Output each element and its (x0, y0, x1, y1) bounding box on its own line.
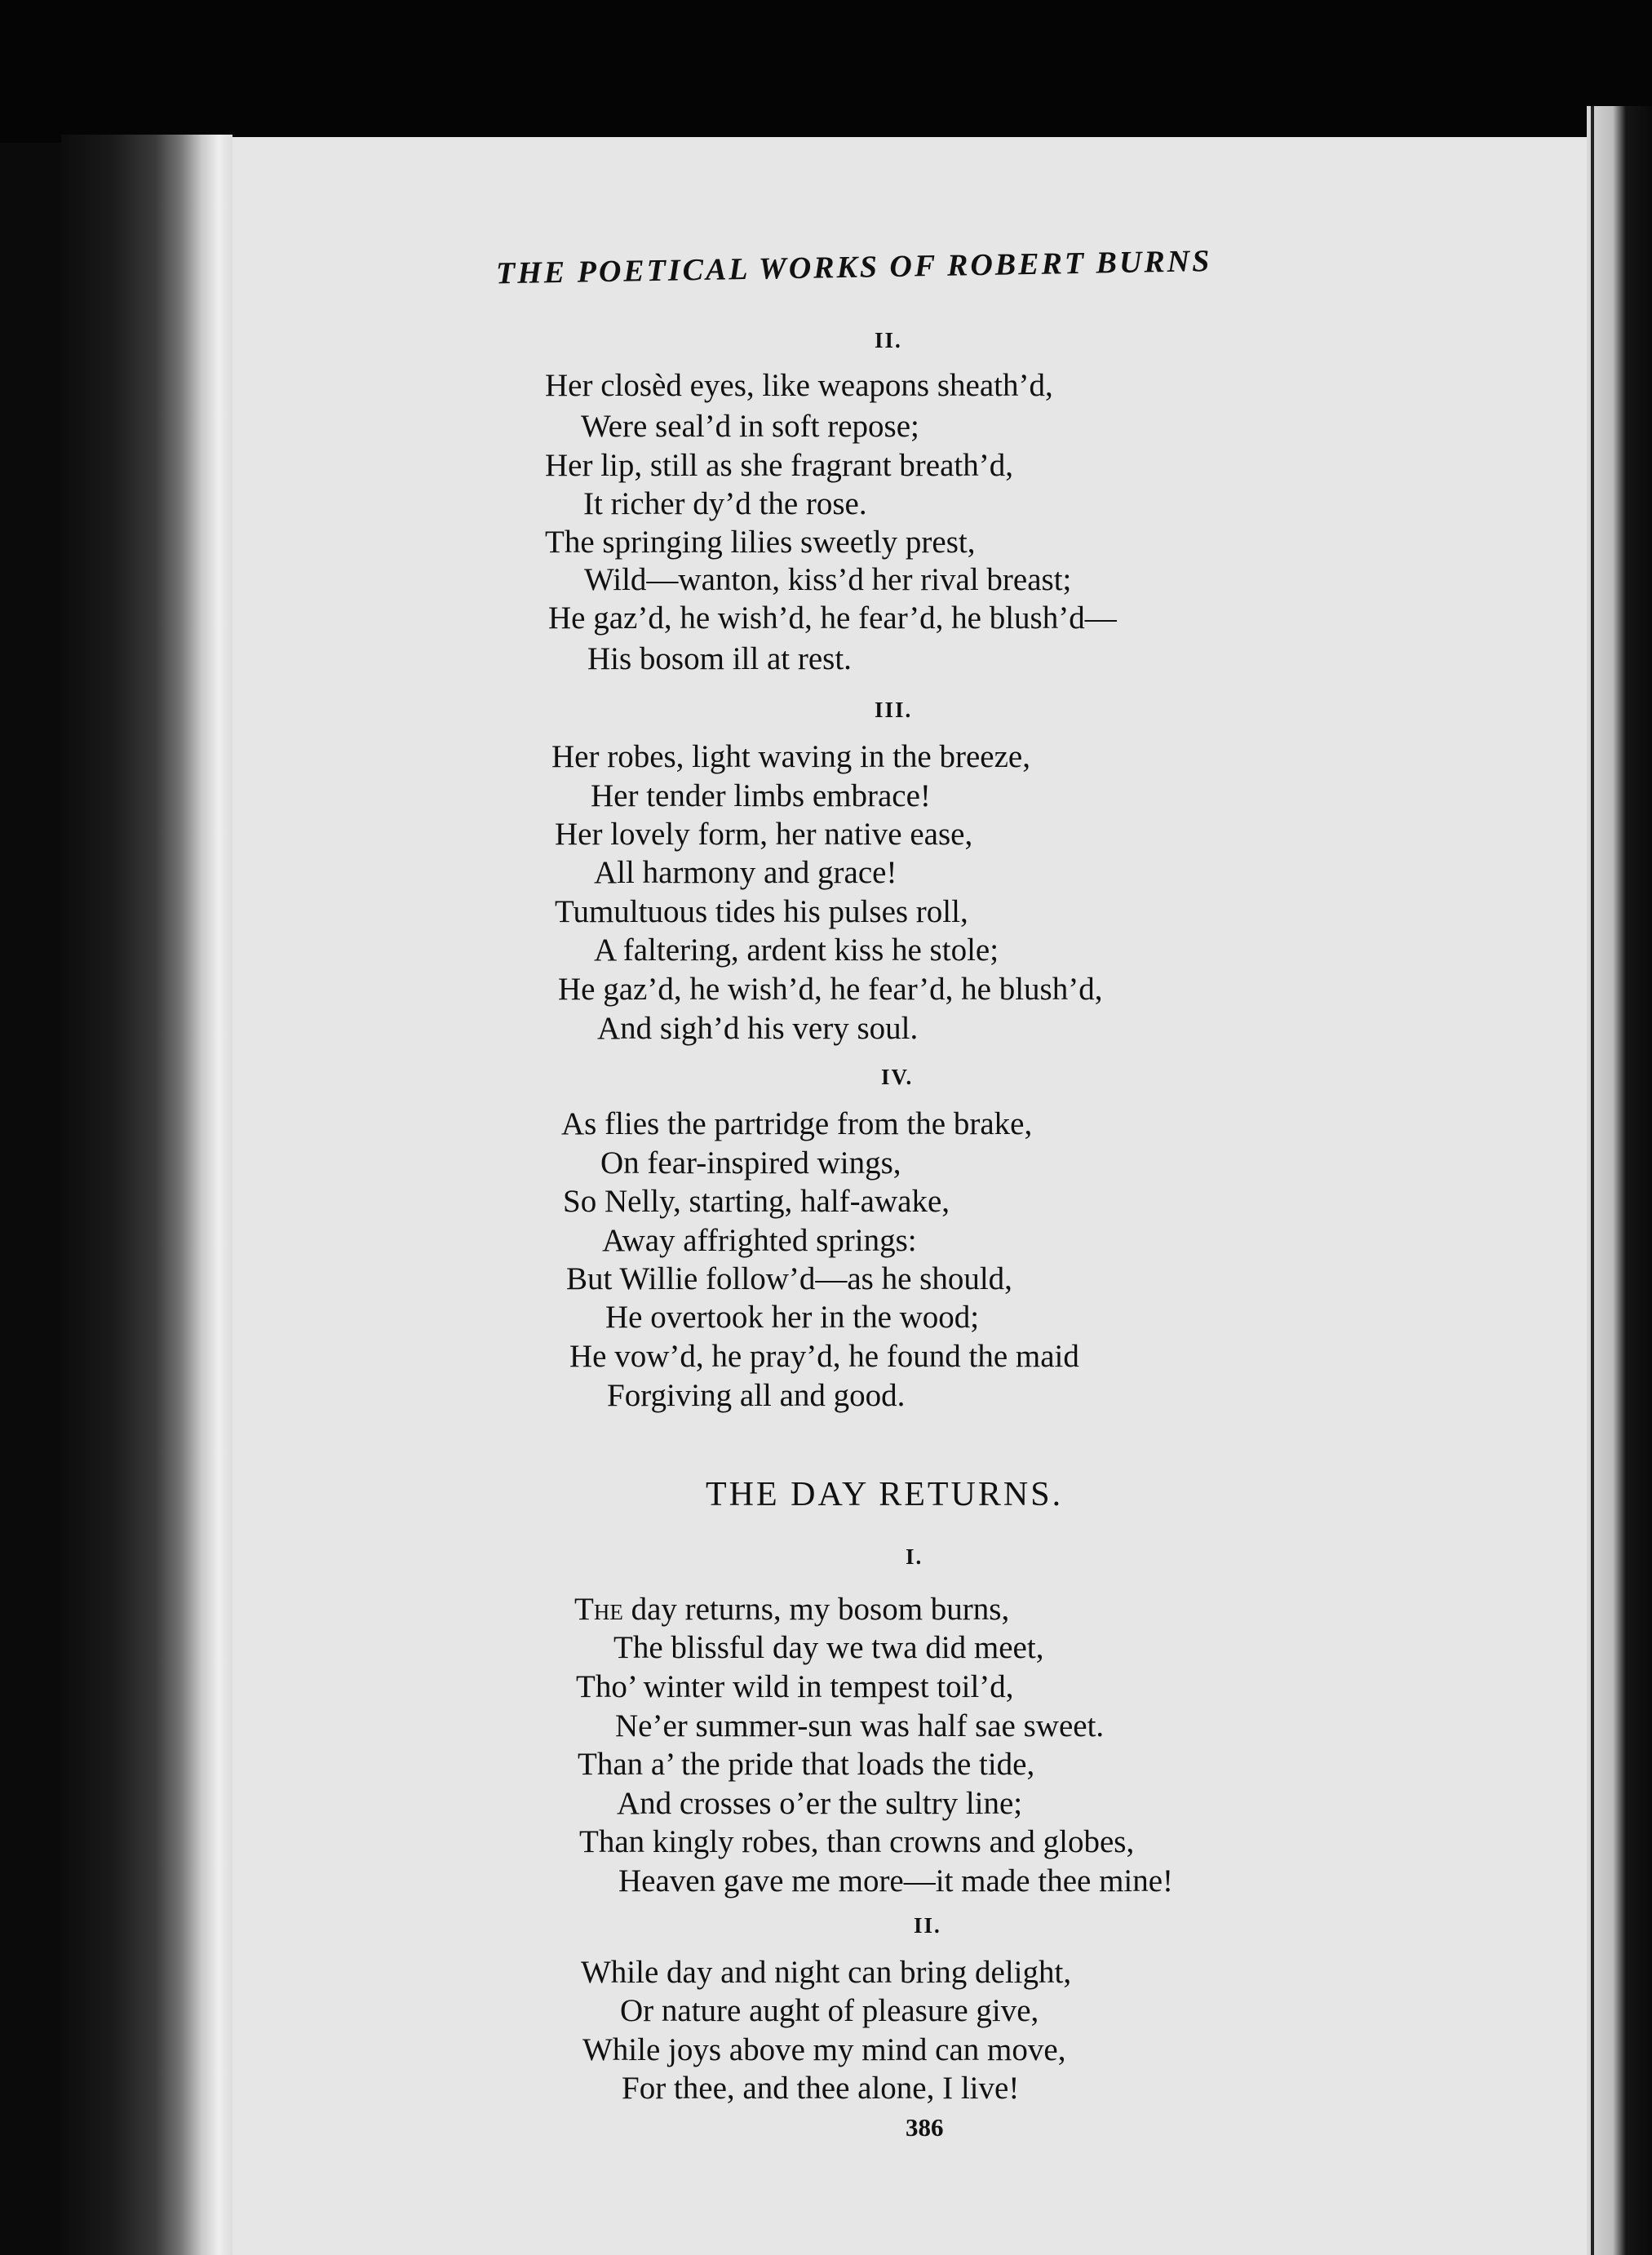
page-number: 386 (906, 2113, 944, 2142)
stanza-numeral: IV. (881, 1065, 914, 1089)
stanza-numeral: II. (875, 328, 902, 352)
poem-line-rest: day returns, my bosom burns, (622, 1592, 1010, 1627)
poem-line: He gaz’d, he wish’d, he fear’d, he blush’d— (548, 600, 1117, 636)
poem-line: Her closèd eyes, like weapons sheath’d, (545, 368, 1053, 403)
poem-line: His bosom ill at rest. (587, 641, 852, 676)
poem-line: But Willie follow’d—as he should, (566, 1261, 1012, 1296)
poem-line: Her lip, still as she fragrant breath’d, (545, 448, 1013, 483)
stanza-numeral: I. (906, 1544, 923, 1569)
poem-line: Heaven gave me more—it made thee mine! (618, 1863, 1174, 1898)
poem-line: He overtook her in the wood; (605, 1300, 980, 1335)
poem-line: Than kingly robes, than crowns and globes, (579, 1824, 1135, 1859)
poem-line: For thee, and thee alone, I live! (622, 2071, 1020, 2106)
poem-line: Away affrighted springs: (602, 1223, 917, 1258)
poem-line: He vow’d, he pray’d, he found the maid (569, 1339, 1079, 1374)
poem-line: And sigh’d his very soul. (597, 1011, 919, 1046)
stanza-numeral: II. (914, 1913, 941, 1938)
poem-line: So Nelly, starting, half-awake, (563, 1184, 950, 1219)
poem-line: A faltering, ardent kiss he stole; (594, 933, 999, 968)
poem-line: Tumultuous tides his pulses roll, (555, 894, 968, 929)
poem-line: The springing lilies sweetly prest, (545, 525, 976, 560)
poem-line: Her lovely form, her native ease, (555, 817, 973, 852)
poem-line: It richer dy’d the rose. (583, 486, 867, 521)
poem-line: Her robes, light waving in the breeze, (551, 739, 1030, 774)
poem-line: On fear-inspired wings, (600, 1145, 901, 1181)
poem-line: Were seal’d in soft repose; (581, 409, 919, 444)
poem-line: Wild—wanton, kiss’d her rival breast; (584, 562, 1072, 597)
poem-line: Than a’ the pride that loads the tide, (578, 1747, 1035, 1782)
poem-line: As flies the partridge from the brake, (561, 1106, 1033, 1141)
running-head: THE POETICAL WORKS OF ROBERT BURNS (495, 244, 1212, 291)
poem-line (574, 1591, 1009, 1628)
poem-line: He gaz’d, he wish’d, he fear’d, he blush’d, (558, 972, 1103, 1007)
poem-line: Forgiving all and good. (607, 1378, 906, 1413)
poem-line: Ne’er summer-sun was half sae sweet. (615, 1708, 1105, 1743)
poem-line: All harmony and grace! (594, 855, 897, 890)
poem-line: Or nature aught of pleasure give, (620, 1993, 1039, 2028)
poem-line: The blissful day we twa did meet, (613, 1630, 1044, 1665)
poem-line: While day and night can bring delight, (581, 1955, 1072, 1990)
poem-line: Her tender limbs embrace! (591, 778, 931, 813)
poem-line: And crosses o’er the sultry line; (617, 1786, 1023, 1821)
drop-word: The (574, 1592, 623, 1627)
stanza-numeral: III. (875, 698, 913, 722)
poem-line: Tho’ winter wild in tempest toil’d, (576, 1669, 1014, 1704)
poem-line: While joys above my mind can move, (582, 2032, 1066, 2067)
poem-title: THE DAY RETURNS. (706, 1476, 1064, 1513)
